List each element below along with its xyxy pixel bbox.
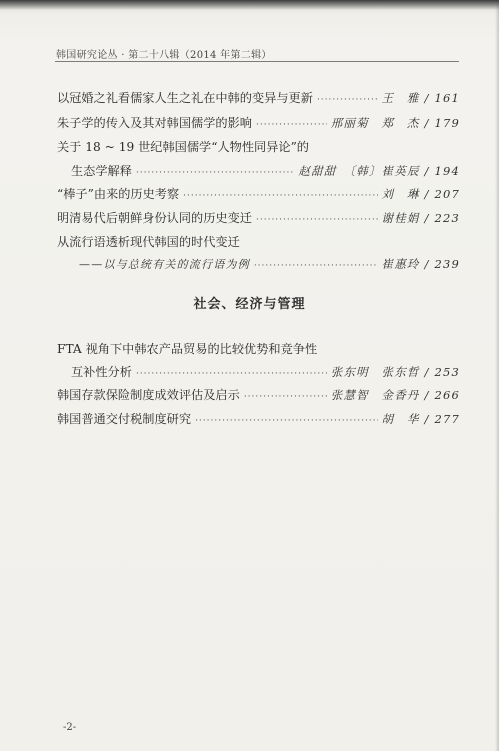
toc-entry	[57, 386, 460, 404]
toc-slash: /	[419, 388, 435, 402]
toc-slash: /	[419, 164, 435, 178]
toc-entry-page: 253	[434, 365, 460, 379]
toc-entry-author: 赵甜甜 〔韩〕崔英辰	[298, 164, 420, 178]
toc-entry-subtitle: ——以与总统有关的流行语为例	[79, 258, 250, 271]
leader-dots	[183, 191, 377, 201]
header-rule	[55, 61, 459, 62]
toc-entry-title: 以冠婚之礼看儒家人生之礼在中韩的变异与更新	[57, 91, 313, 105]
toc-entry-page: 223	[434, 211, 460, 225]
toc-entry-title-cont: 互补性分析	[71, 365, 132, 379]
toc-entry-page: 266	[434, 388, 460, 402]
toc-entry	[71, 162, 460, 180]
toc-entry	[57, 185, 460, 203]
leader-dots	[195, 416, 377, 426]
toc-entry-page: 277	[434, 412, 460, 426]
running-head: 韩国研究论丛 · 第二十八辑（2014 年第二辑）	[56, 50, 272, 61]
toc-entry	[79, 256, 460, 274]
toc-entry	[57, 209, 460, 227]
toc-entry	[57, 410, 460, 428]
toc-entry-title-line: FTA 视角下中韩农产品贸易的比较优势和竞争性	[57, 342, 318, 356]
leader-dots	[254, 261, 378, 271]
toc-slash: /	[419, 211, 435, 225]
toc-entry	[57, 89, 460, 107]
toc-entry-title: 朱子学的传入及其对韩国儒学的影响	[57, 116, 252, 130]
toc-entry	[71, 363, 460, 381]
toc-entry-author: 王 雅	[381, 91, 420, 105]
toc-entry-author: 张东明 张东哲	[330, 365, 420, 379]
toc-entry-page: 194	[434, 164, 460, 178]
leader-dots	[244, 392, 327, 402]
leader-dots	[136, 369, 327, 379]
toc-entry-author: 邢丽菊 郑 杰	[330, 116, 420, 130]
toc-entry	[57, 114, 460, 132]
toc-slash: /	[419, 412, 435, 426]
toc-entry-page: 239	[434, 257, 460, 271]
toc-entry-author: 刘 琳	[381, 187, 420, 201]
toc-entry-author: 崔惠玲	[381, 257, 420, 271]
toc-slash: /	[419, 187, 435, 201]
toc-slash: /	[419, 116, 435, 130]
toc-entry-author: 张慧智 金香丹	[330, 388, 420, 402]
scan-right-edge	[495, 0, 499, 751]
leader-dots	[136, 168, 294, 178]
toc-entry-page: 207	[434, 187, 460, 201]
leader-dots	[317, 95, 378, 105]
toc-slash: /	[419, 257, 435, 271]
section-heading: 社会、经济与管理	[193, 297, 306, 312]
toc-entry-title-cont: 生态学解释	[71, 164, 132, 178]
toc-slash: /	[419, 365, 435, 379]
leader-dots	[256, 215, 378, 225]
toc-entry-author: 谢桂娟	[381, 211, 420, 225]
toc-slash: /	[419, 91, 435, 105]
page-number: -2-	[63, 722, 77, 733]
toc-entry-author: 胡 华	[381, 412, 420, 426]
toc-entry-title-line: 关于 18 ~ 19 世纪韩国儒学“人物性同异论”的	[57, 140, 309, 154]
scan-top-shadow	[0, 0, 499, 10]
leader-dots	[256, 120, 327, 130]
toc-entry-title: 明清易代后朝鲜身份认同的历史变迁	[57, 211, 252, 225]
toc-entry-title: “棒子”由来的历史考察	[57, 187, 180, 201]
toc-entry-page: 179	[434, 116, 460, 130]
toc-entry-title: 韩国存款保险制度成效评估及启示	[57, 388, 240, 402]
toc-entry-title-line: 从流行语透析现代韩国的时代变迁	[57, 235, 240, 249]
toc-entry-page: 161	[434, 91, 460, 105]
toc-entry-title: 韩国普通交付税制度研究	[57, 412, 192, 426]
